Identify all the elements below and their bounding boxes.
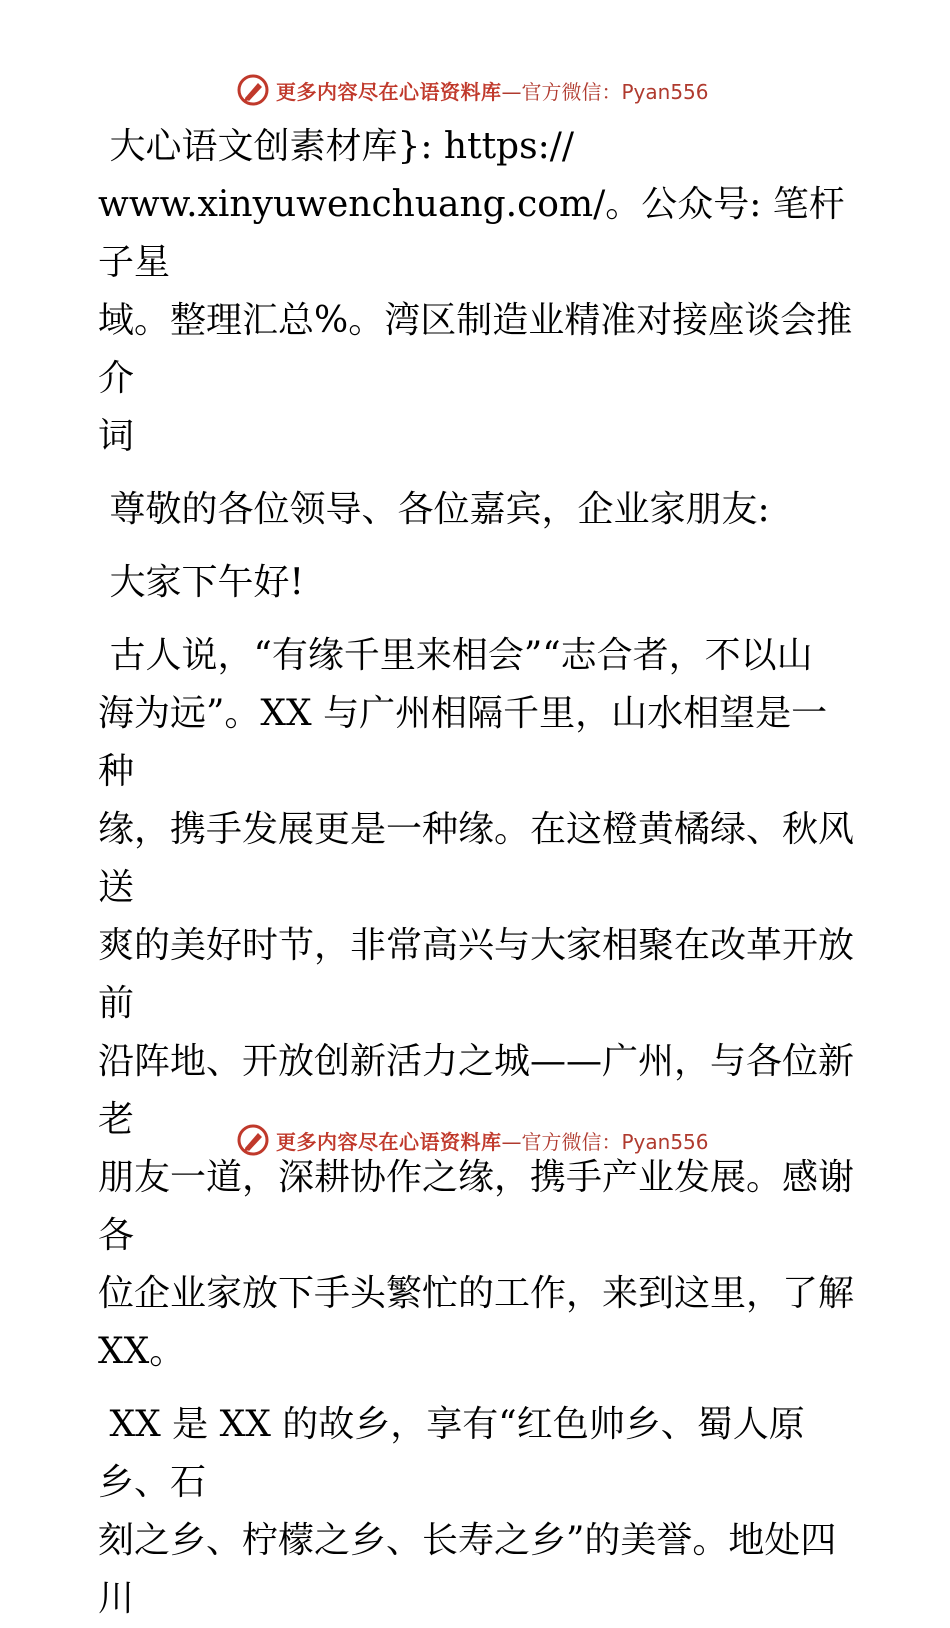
greeting-paragraph: 大家下午好! bbox=[98, 562, 304, 603]
watermark-main-text: 更多内容尽在心语资料库 bbox=[276, 1129, 502, 1154]
watermark-banner-top bbox=[0, 70, 950, 110]
watermark-sub-text: —官方微信：Pyan556 bbox=[501, 79, 709, 104]
salutation-paragraph: 尊敬的各位领导、各位嘉宾，企业家朋友: bbox=[98, 489, 770, 530]
body-paragraph: XX 是 XX 的故乡，享有“红色帅乡、蜀人原乡、石 刻之乡、柠檬之乡、长寿之乡”的美誉。地处四川 bbox=[98, 1404, 837, 1619]
body-paragraph: 古人说，“有缘千里来相会”“志合者，不以山 海为远”。XX 与广州相隔千里，山水相望是一种 缘，携手发展更是一种缘。在这橙黄橘绿、秋风送 爽的美好时节，非常高兴与大家相聚在改革开放前 沿阵地、开放创新活力之城——广州，与各位新老 朋友一道，深耕协作之缘，携手产业发展。感谢各 位企业家放下手头繁忙的工作，来到这里，了解 XX。 bbox=[98, 635, 855, 1372]
watermark-sub-text: —官方微信：Pyan556 bbox=[501, 1129, 709, 1154]
pen-in-circle-logo-icon bbox=[236, 73, 270, 107]
watermark-main-text: 更多内容尽在心语资料库 bbox=[276, 79, 502, 104]
document-body bbox=[98, 118, 858, 1628]
watermark-banner-bottom bbox=[0, 1120, 950, 1160]
intro-paragraph: 大心语文创素材库}: https:// www.xinyuwenchuang.com/。公众号: 笔杆子星 域。整理汇总%。湾区制造业精准对接座谈会推介 词 bbox=[98, 126, 853, 457]
pen-in-circle-logo-icon bbox=[236, 1123, 270, 1157]
